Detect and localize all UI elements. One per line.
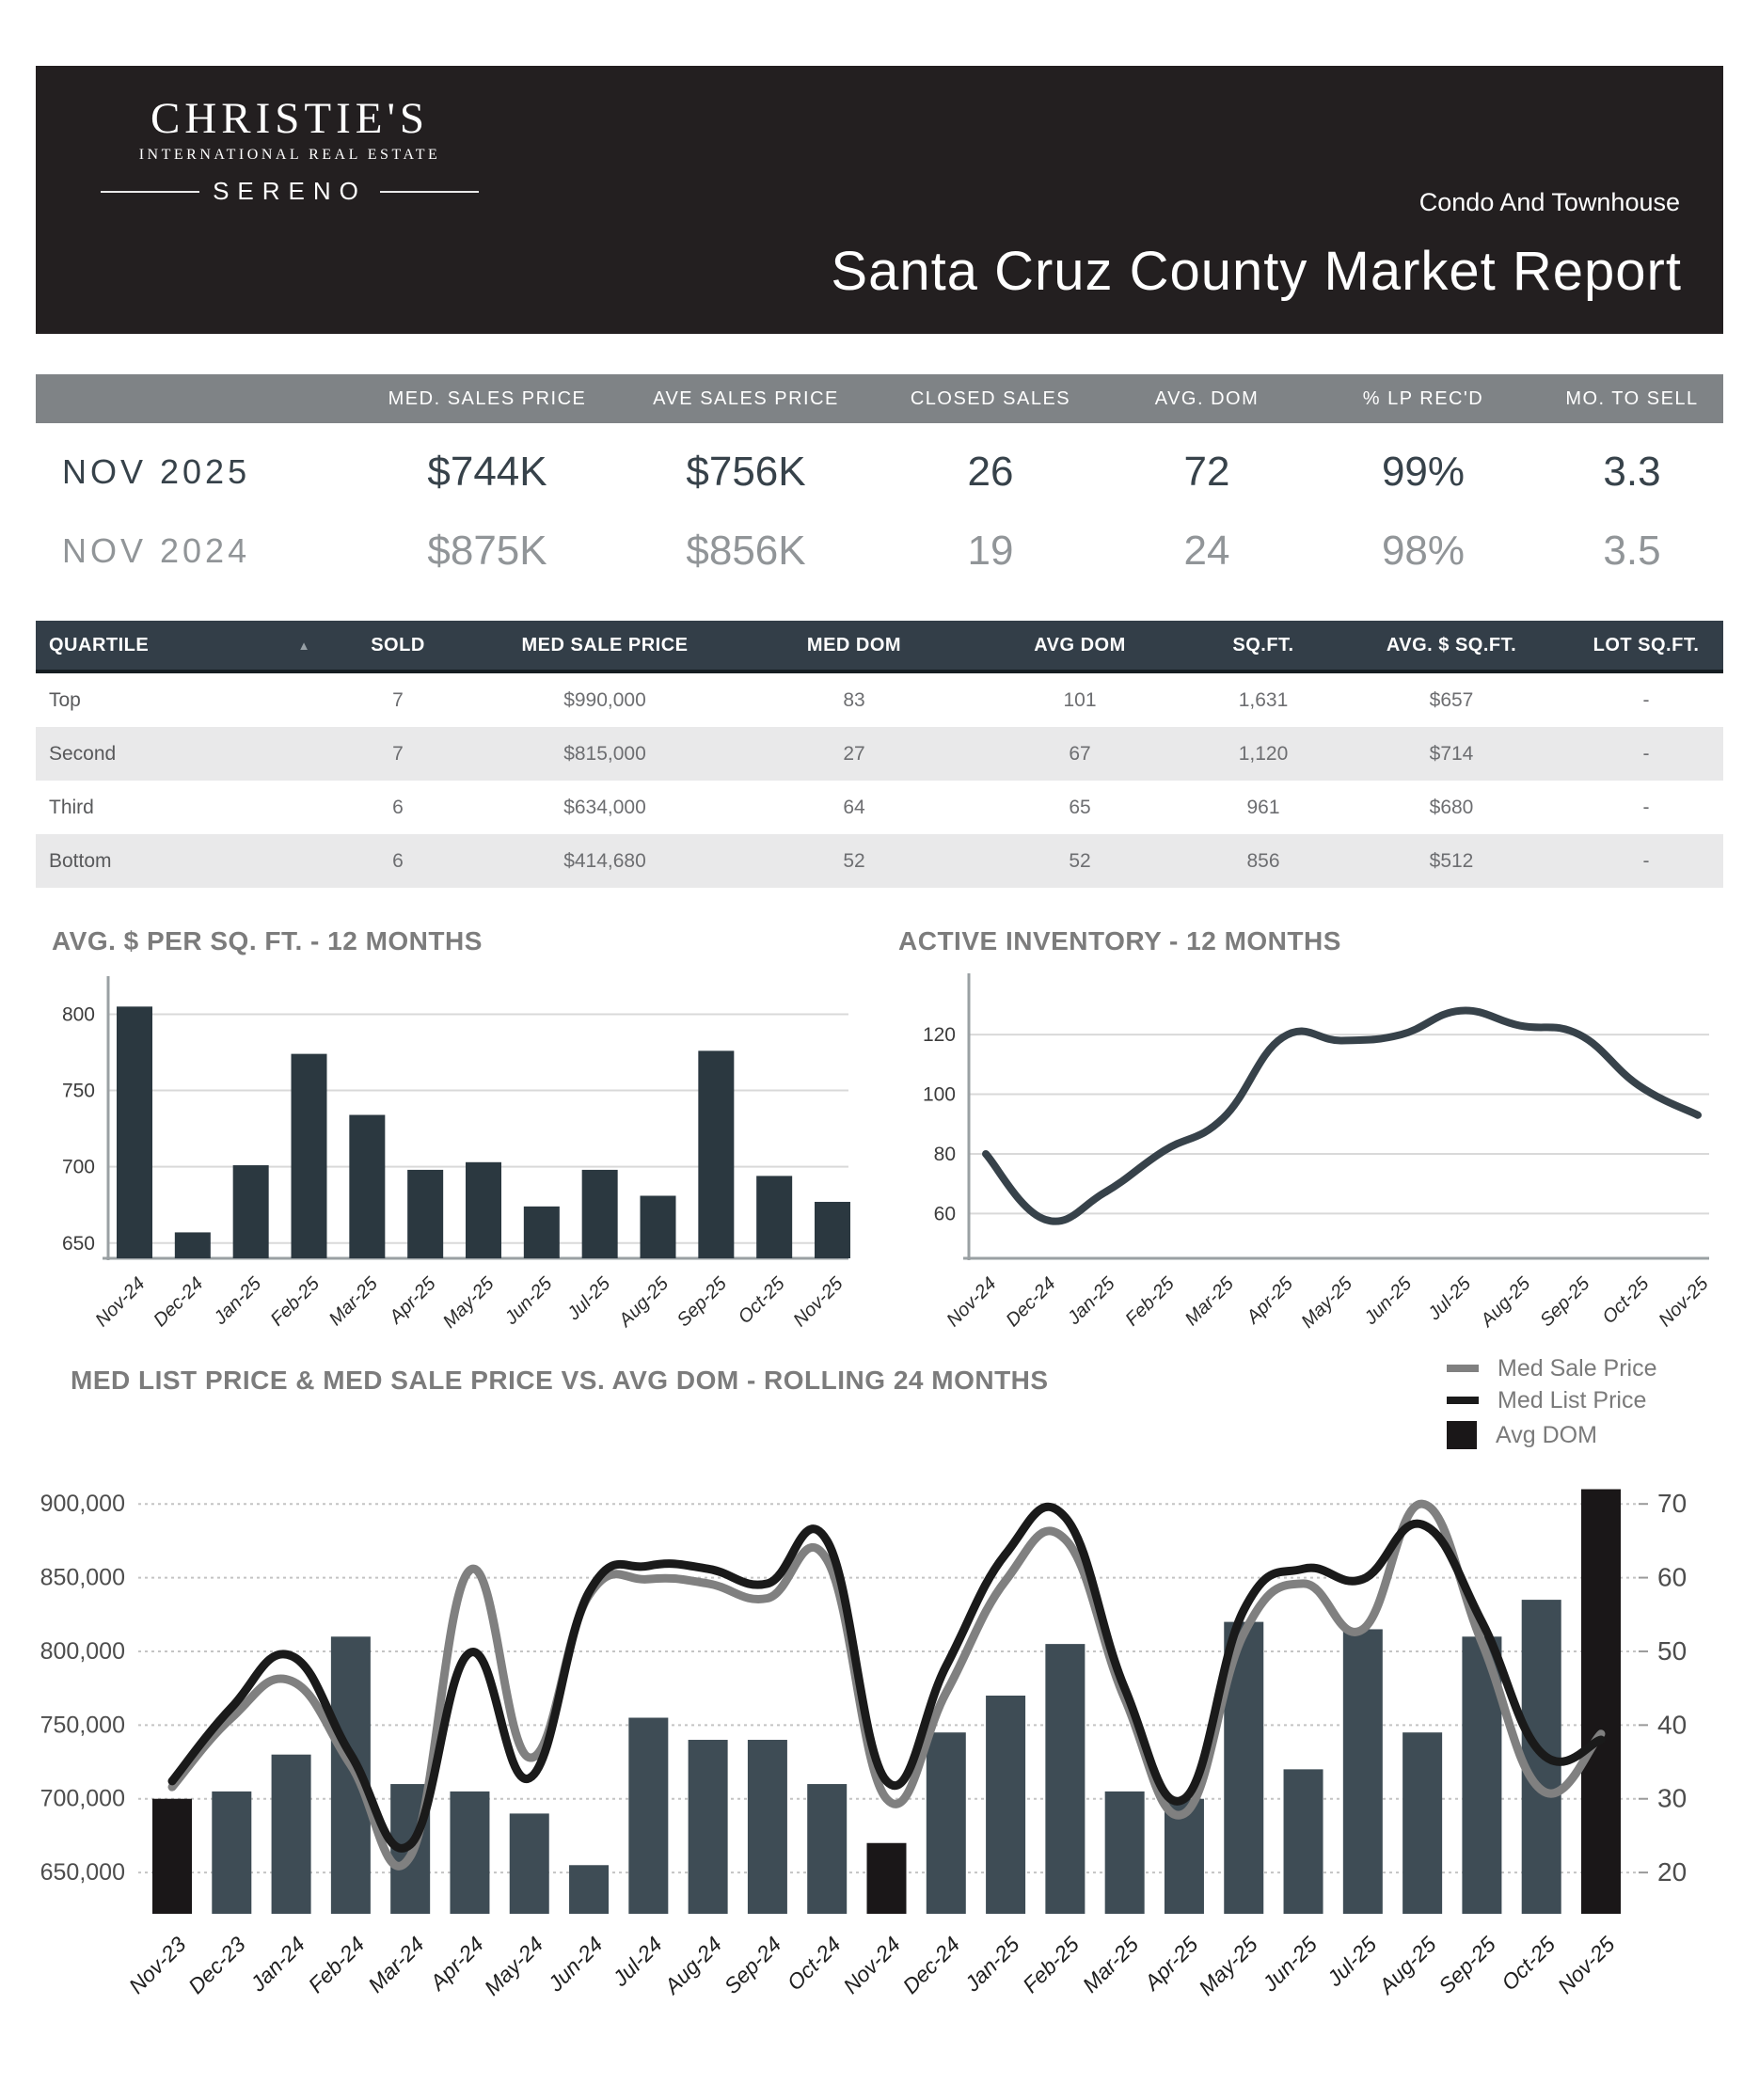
cell-lot-sqft: - [1642,688,1650,711]
summary-row-previous [36,513,1723,589]
svg-text:Feb-24: Feb-24 [303,1932,370,1998]
summary-value: $875K [427,528,547,574]
svg-text:50: 50 [1657,1635,1688,1666]
brand-sereno-label: SERENO [213,177,367,205]
brand-logo [87,92,492,206]
rule-right [380,191,479,193]
svg-text:650,000: 650,000 [40,1859,125,1887]
svg-text:Mar-24: Mar-24 [363,1932,429,1997]
svg-text:70: 70 [1657,1489,1688,1519]
cell-sqft: 1,631 [1238,688,1289,711]
svg-text:850,000: 850,000 [40,1564,125,1591]
svg-text:700,000: 700,000 [40,1785,125,1812]
svg-text:Sep-24: Sep-24 [719,1932,786,1998]
svg-text:Sep-25: Sep-25 [673,1272,731,1332]
cell-avg-dom: 65 [1069,796,1091,818]
svg-text:Nov-23: Nov-23 [123,1932,191,1998]
cell-avg-dollar-sqft: $512 [1429,849,1474,872]
summary-col-lp-recd: % LP REC'D [1362,387,1484,409]
summary-col-closed-sales: CLOSED SALES [910,387,1071,409]
svg-text:Nov-24: Nov-24 [943,1272,1001,1332]
summary-value: $856K [686,528,806,574]
summary-value: 3.3 [1603,449,1661,495]
svg-text:800: 800 [61,1003,95,1026]
svg-text:Nov-25: Nov-25 [789,1272,848,1332]
summary-col-mo-to-sell: MO. TO SELL [1565,387,1699,409]
summary-col-avg-dom: AVG. DOM [1154,387,1260,409]
report-header [36,66,1723,334]
cell-quartile: Second [49,742,117,765]
cell-med-sale-price: $815,000 [563,742,646,765]
svg-text:Dec-24: Dec-24 [1002,1272,1060,1332]
cell-avg-dollar-sqft: $657 [1429,688,1474,711]
legend-item-med-sale-price [1447,1352,1729,1384]
svg-text:Mar-25: Mar-25 [1181,1272,1238,1331]
chart-title-active-inventory: ACTIVE INVENTORY - 12 MONTHS [898,926,1341,955]
med-list-line-swatch [1447,1397,1479,1404]
cell-sqft: 961 [1246,796,1280,818]
svg-text:80: 80 [933,1143,956,1165]
col-header-quartile-label: QUARTILE [49,634,150,655]
svg-text:Apr-25: Apr-25 [1243,1272,1297,1328]
summary-value: 98% [1381,528,1466,574]
svg-text:May-24: May-24 [479,1932,548,2000]
svg-text:Jan-25: Jan-25 [210,1272,266,1329]
svg-text:700: 700 [61,1156,95,1178]
summary-value: $756K [686,449,806,495]
chart-title-rolling-24: MED LIST PRICE & MED SALE PRICE VS. AVG DOM - ROLLING 24 MONTHS [71,1366,1049,1395]
chart-title-avg-sqft: AVG. $ PER SQ. FT. - 12 MONTHS [52,926,483,955]
cell-med-dom: 83 [843,688,865,711]
active-inventory-line-chart [889,967,1726,1343]
svg-text:Nov-24: Nov-24 [838,1932,906,1998]
legend-item-med-list-price [1447,1384,1729,1416]
legend-label: Avg DOM [1496,1421,1597,1448]
svg-text:30: 30 [1657,1783,1688,1813]
svg-text:60: 60 [1657,1562,1688,1592]
svg-text:Aug-25: Aug-25 [1477,1272,1535,1332]
cell-sold: 6 [392,796,404,818]
col-header-sqft[interactable]: SQ.FT. [1232,634,1294,655]
svg-text:May-25: May-25 [1194,1932,1262,2000]
svg-text:Jun-25: Jun-25 [1257,1932,1323,1997]
svg-text:Apr-24: Apr-24 [425,1932,488,1996]
svg-text:Sep-25: Sep-25 [1434,1932,1500,1998]
svg-text:Feb-25: Feb-25 [1017,1932,1084,1998]
summary-header-band [36,374,1723,423]
svg-text:120: 120 [922,1024,956,1047]
svg-text:60: 60 [933,1203,956,1225]
cell-avg-dom: 67 [1069,742,1091,765]
page-title: Santa Cruz County Market Report [831,241,1682,302]
svg-text:May-25: May-25 [438,1272,499,1333]
svg-text:Dec-23: Dec-23 [183,1932,250,1998]
cell-med-dom: 52 [843,849,865,872]
summary-col-med-sales-price: MED. SALES PRICE [388,387,587,409]
svg-text:Nov-25: Nov-25 [1552,1932,1620,1998]
quartile-table-header [36,621,1723,673]
summary-value: 19 [967,528,1014,574]
col-header-med-sale-price[interactable]: MED SALE PRICE [521,634,689,655]
svg-text:Dec-24: Dec-24 [150,1272,208,1332]
summary-col-ave-sales-price: AVE SALES PRICE [653,387,839,409]
svg-text:Oct-25: Oct-25 [1598,1272,1654,1328]
svg-text:Aug-24: Aug-24 [659,1932,727,1998]
cell-lot-sqft: - [1642,742,1650,765]
svg-text:Jul-24: Jul-24 [608,1932,667,1991]
svg-text:Nov-25: Nov-25 [1655,1272,1713,1332]
price-vs-dom-combo-chart [38,1439,1721,2060]
legend-label: Med List Price [1498,1386,1647,1413]
cell-lot-sqft: - [1642,849,1650,872]
svg-text:Mar-25: Mar-25 [325,1272,382,1331]
table-row-bottom [36,834,1723,888]
cell-avg-dom: 52 [1069,849,1091,872]
summary-value: $744K [427,449,547,495]
svg-text:800,000: 800,000 [40,1637,125,1665]
col-header-lot-sqft[interactable]: LOT SQ.FT. [1593,634,1700,655]
svg-text:650: 650 [61,1232,95,1255]
sort-ascending-icon[interactable]: ▲ [297,638,310,653]
property-type-label: Condo And Townhouse [1418,188,1680,216]
svg-text:Jul-25: Jul-25 [1424,1272,1476,1325]
svg-text:Oct-24: Oct-24 [782,1932,846,1996]
svg-text:Sep-25: Sep-25 [1536,1272,1594,1332]
cell-avg-dollar-sqft: $680 [1429,796,1474,818]
col-header-med-dom[interactable]: MED DOM [806,634,902,655]
cell-med-dom: 27 [843,742,865,765]
table-row-second [36,727,1723,781]
svg-text:Feb-25: Feb-25 [1121,1272,1179,1331]
med-sale-line-swatch [1447,1365,1479,1372]
svg-text:Dec-24: Dec-24 [897,1932,965,1998]
svg-text:May-25: May-25 [1297,1272,1357,1333]
svg-text:Jan-25: Jan-25 [1063,1272,1119,1329]
svg-text:100: 100 [922,1083,956,1106]
avg-price-per-sqft-bar-chart [38,967,865,1343]
cell-quartile: Top [49,688,81,711]
svg-text:Apr-25: Apr-25 [385,1272,440,1328]
svg-text:40: 40 [1657,1710,1688,1740]
cell-sold: 7 [392,742,404,765]
brand-sereno [87,177,492,206]
cell-sqft: 1,120 [1238,742,1289,765]
brand-subtitle: INTERNATIONAL REAL ESTATE [138,147,441,163]
svg-text:Jul-25: Jul-25 [563,1272,615,1325]
cell-sold: 6 [392,849,404,872]
svg-text:Oct-25: Oct-25 [734,1272,789,1328]
cell-med-sale-price: $990,000 [563,688,646,711]
svg-text:900,000: 900,000 [40,1491,125,1518]
summary-value: 26 [967,449,1014,495]
summary-row-current [36,431,1723,513]
cell-avg-dollar-sqft: $714 [1429,742,1474,765]
summary-value: 24 [1183,528,1230,574]
summary-value: 99% [1381,449,1466,495]
table-row-third [36,781,1723,834]
col-header-quartile[interactable] [36,635,327,656]
cell-sqft: 856 [1246,849,1280,872]
svg-text:750: 750 [61,1080,95,1102]
svg-text:Jun-25: Jun-25 [1360,1272,1417,1329]
quartile-table [36,621,1723,888]
svg-text:Nov-24: Nov-24 [91,1272,150,1332]
summary-value: 3.5 [1603,528,1661,574]
svg-text:Feb-25: Feb-25 [266,1272,325,1331]
svg-text:Jul-25: Jul-25 [1322,1932,1382,1991]
col-header-avg-dollar-sqft[interactable]: AVG. $ SQ.FT. [1386,634,1517,655]
summary-period-label: NOV 2025 [62,452,251,491]
svg-text:20: 20 [1657,1857,1688,1887]
svg-text:750,000: 750,000 [40,1712,125,1739]
cell-quartile: Third [49,796,94,818]
summary-value: 72 [1183,449,1230,495]
svg-text:Aug-25: Aug-25 [614,1272,673,1332]
svg-text:Apr-25: Apr-25 [1139,1932,1203,1996]
cell-med-dom: 64 [843,796,865,818]
rule-left [101,191,199,193]
svg-text:Mar-25: Mar-25 [1077,1932,1144,1997]
col-header-sold[interactable]: SOLD [371,634,425,655]
cell-sold: 7 [392,688,404,711]
svg-text:Jan-24: Jan-24 [246,1932,310,1997]
cell-avg-dom: 101 [1063,688,1097,711]
brand-name: CHRISTIE'S [150,94,430,143]
legend-label: Med Sale Price [1498,1354,1657,1382]
cell-lot-sqft: - [1642,796,1650,818]
svg-text:Jan-25: Jan-25 [959,1932,1024,1997]
cell-med-sale-price: $414,680 [563,849,646,872]
svg-text:Aug-25: Aug-25 [1373,1932,1441,1998]
svg-text:Jun-25: Jun-25 [500,1272,557,1329]
table-row-top [36,673,1723,727]
summary-period-label: NOV 2024 [62,531,251,570]
cell-med-sale-price: $634,000 [563,796,646,818]
svg-text:Oct-25: Oct-25 [1497,1932,1561,1996]
cell-quartile: Bottom [49,849,112,872]
col-header-avg-dom[interactable]: AVG DOM [1034,634,1126,655]
svg-text:Jun-24: Jun-24 [543,1932,608,1997]
